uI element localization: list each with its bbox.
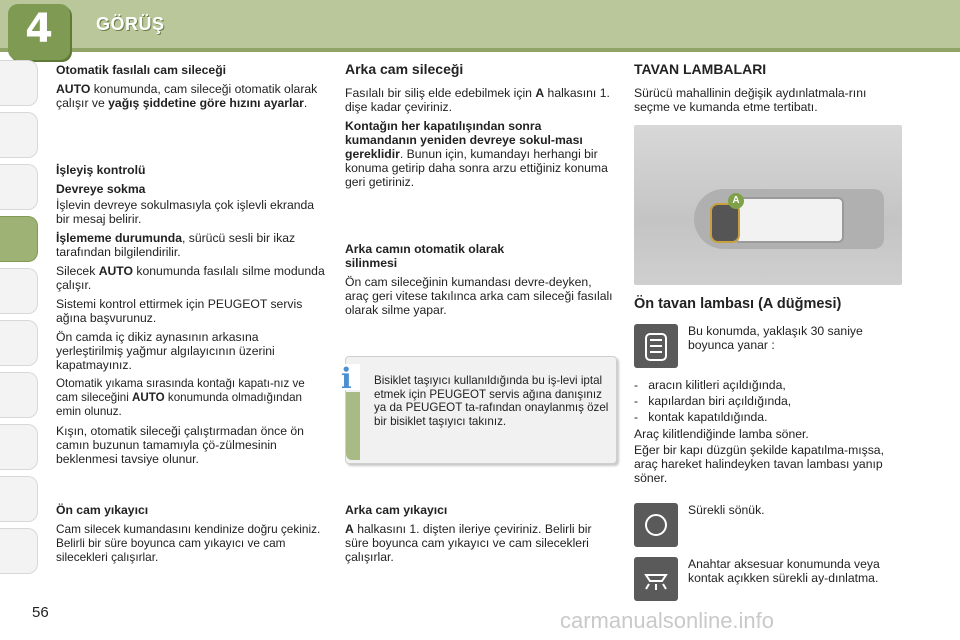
front-washer-section bbox=[56, 503, 326, 569]
rear-auto-section bbox=[345, 242, 615, 322]
activation-title: Devreye sokma bbox=[56, 182, 146, 196]
mode1-section bbox=[688, 324, 906, 357]
header-line bbox=[0, 48, 960, 52]
door-lamp-icon bbox=[634, 324, 678, 368]
rear-washer-text: A halkasını 1. dişten ileriye çeviriniz. Belirli bir süre boyunca cam yıkayıcı ve cam silecekleri çalışırlar. bbox=[345, 522, 592, 564]
car-wash-text: Otomatik yıkama sırasında kontağı kapatı-nız ve cam sileceğini AUTO konumunda olmadığından emin olunuz. bbox=[56, 377, 305, 418]
front-washer-title: Ön cam yıkayıcı bbox=[56, 503, 149, 517]
chapter-number: 4 bbox=[25, 6, 53, 52]
failure-text: İşlememe durumunda, sürücü sesli bir ikaz tarafından bilgilendirilir. bbox=[56, 231, 296, 259]
winter-text: Kışın, otomatik sileceği çalıştırmadan önce ön camın buzunun tamamıyla çö-zülmesinin beklenmesi tavsiye olunur. bbox=[56, 424, 304, 466]
mode1-text: Bu konumda, yaklaşık 30 saniye boyunca yanar : bbox=[688, 324, 863, 352]
column-3 bbox=[634, 62, 904, 119]
front-lamp-title-wrap bbox=[634, 297, 910, 316]
info-text: Bisiklet taşıyıcı kullanıldığında bu iş-levi iptal etmek için PEUGEOT servis ağına danışınız ya da PEUGEOT ta-rafından onaylanmış özel bir bisiklet taşıyıcı takınız. bbox=[374, 374, 609, 428]
auto-wiper-title: Otomatik fasılalı cam sileceği bbox=[56, 63, 227, 77]
chapter-tab bbox=[8, 4, 70, 60]
rear-washer-title: Arka cam yıkayıcı bbox=[345, 503, 448, 517]
auto-wiper-text: AUTO konumunda, cam sileceği otomatik olarak çalışır ve yağış şiddetine göre hızını ayarlar. bbox=[56, 82, 318, 110]
condition-item: - kapılardan biri açıldığında, bbox=[634, 394, 792, 408]
condition-item: - aracın kilitleri açıldığında, bbox=[634, 378, 786, 392]
peugeot-service-text: Sistemi kontrol ettirmek için PEUGEOT servis ağına başvurunuz. bbox=[56, 297, 303, 325]
ceiling-lamps-title: TAVAN LAMBALARI bbox=[634, 61, 767, 77]
side-tab[interactable] bbox=[0, 268, 38, 314]
sensor-text: Ön camda iç dikiz aynasının arkasına yerleştirilmiş yağmur algılayıcının üzerini kapatmayınız. bbox=[56, 330, 275, 372]
lamp-switch bbox=[710, 203, 740, 243]
side-tab[interactable] bbox=[0, 476, 38, 522]
off-icon bbox=[634, 503, 678, 547]
column-1 bbox=[56, 63, 326, 115]
switch-marker: A bbox=[728, 193, 744, 209]
column-1-operation bbox=[56, 163, 326, 471]
info-bar bbox=[346, 392, 360, 460]
side-tab[interactable] bbox=[0, 372, 38, 418]
page-number: 56 bbox=[32, 604, 49, 621]
side-tabs bbox=[0, 60, 42, 580]
info-icon: i bbox=[341, 362, 352, 395]
front-lamp-title: Ön tavan lambası (A düğmesi) bbox=[634, 296, 842, 312]
mode2-section bbox=[688, 503, 906, 522]
front-washer-text: Cam silecek kumandasını kendinize doğru çekiniz. Belirli bir süre boyunca cam yıkayıcı ve cam silecekleri çalışırlar. bbox=[56, 522, 321, 564]
lock-text: Araç kilitlendiğinde lamba söner. bbox=[634, 427, 809, 441]
rear-wiper-text-1: Fasılalı bir siliş elde edebilmek için A halkasını 1. dişe kadar çeviriniz. bbox=[345, 86, 610, 114]
chapter-title: GÖRÜŞ bbox=[96, 14, 165, 34]
rear-auto-text: Ön cam sileceğinin kumandası devre-deyken, araç geri vitese takılınca arka cam sileceği fasılalı olarak silme yapar. bbox=[345, 275, 613, 317]
activation-text: İşlevin devreye sokulmasıyla çok işlevli ekranda bir mesaj belirir. bbox=[56, 198, 315, 226]
mode3-text: Anahtar aksesuar konumunda veya kontak açıkken sürekli ay-dınlatma. bbox=[688, 557, 880, 585]
side-tab[interactable] bbox=[0, 112, 38, 158]
lamp-conditions bbox=[634, 378, 910, 490]
operation-title: İşleyiş kontrolü bbox=[56, 163, 146, 177]
ceiling-lamp-photo bbox=[634, 125, 902, 285]
side-tab[interactable] bbox=[0, 424, 38, 470]
mode3-section bbox=[688, 557, 906, 590]
condition-item: - kontak kapatıldığında. bbox=[634, 410, 768, 424]
rear-wiper-text-2: Kontağın her kapatılışından sonra kumandanın yeniden devreye sokul-ması gereklidir. Bunun için, kumandayı herhangi bir konuma getirip daha sonra arzu ettiğiniz konuma geri getiriniz. bbox=[345, 119, 608, 189]
rear-auto-title: Arka camın otomatik olarak silinmesi bbox=[345, 242, 505, 270]
side-tab[interactable] bbox=[0, 320, 38, 366]
wiper-auto-text: Silecek AUTO konumunda fasılalı silme modunda çalışır. bbox=[56, 264, 325, 292]
lamp-on-icon bbox=[634, 557, 678, 601]
watermark: carmanualsonline.info bbox=[560, 608, 775, 633]
lamp-lens bbox=[734, 197, 844, 243]
side-tab[interactable] bbox=[0, 528, 38, 574]
column-2 bbox=[345, 62, 615, 194]
side-tab[interactable] bbox=[0, 164, 38, 210]
door-warning-text: Eğer bir kapı düzgün şekilde kapatılma-mışsa, araç hareket halindeyken tavan lambası yanıp söner. bbox=[634, 443, 884, 485]
side-tab-active[interactable] bbox=[0, 216, 38, 262]
ceiling-lamps-intro: Sürücü mahallinin değişik aydınlatmala-rını seçme ve kumanda etme tertibatı. bbox=[634, 86, 867, 114]
mode2-text: Sürekli sönük. bbox=[688, 503, 765, 517]
side-tab[interactable] bbox=[0, 60, 38, 106]
rear-wiper-title: Arka cam sileceği bbox=[345, 61, 464, 77]
rear-washer-section bbox=[345, 503, 615, 569]
